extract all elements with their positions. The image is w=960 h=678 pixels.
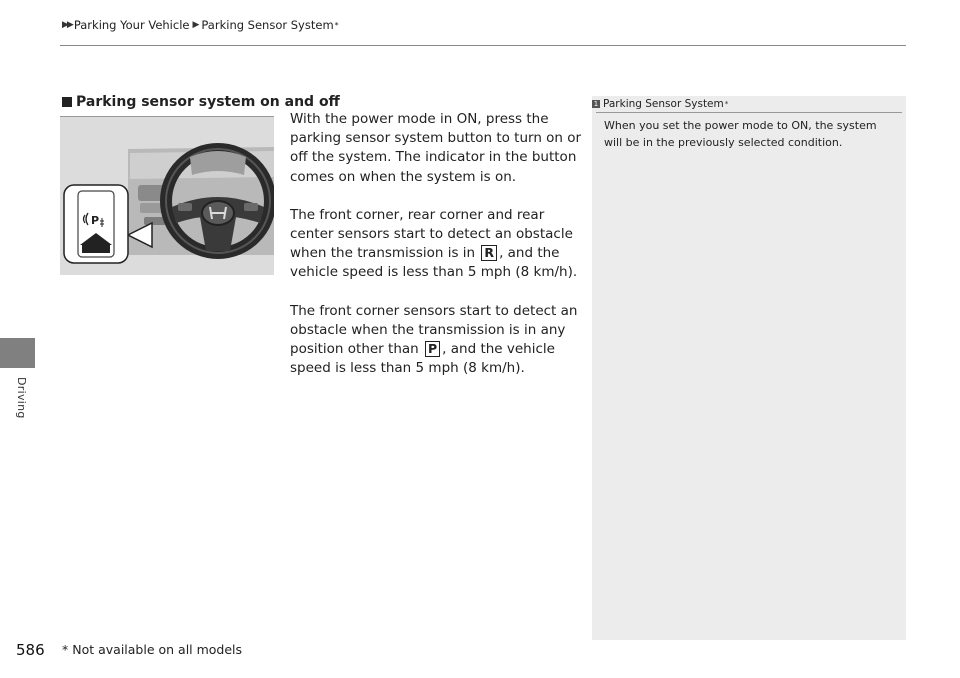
gear-park-key: P [425, 341, 440, 357]
breadcrumb-arrow-icon: ▶▶ [62, 20, 72, 30]
parking-button-label: P [91, 214, 100, 227]
chapter-label: Driving [15, 377, 28, 419]
paragraph-text: , and the vehicle speed is less than 5 mph (8 km/h). [290, 341, 555, 377]
steering-wheel-illustration-icon [60, 117, 274, 275]
chapter-tab-marker [0, 338, 35, 368]
section-heading-text: Parking sensor system on and off [76, 94, 340, 110]
dashboard-illustration [60, 116, 274, 275]
breadcrumb-arrow-icon: ▶ [192, 20, 198, 30]
side-note-panel [592, 96, 906, 640]
paragraph-text: The front corner sensors start to detect an obstacle when the transmission is in any position other than [290, 302, 578, 358]
paragraph-text: , and the vehicle speed is less than 5 mph (8 km/h). [290, 245, 578, 281]
square-bullet-icon [62, 97, 72, 107]
side-note-title [592, 98, 728, 110]
paragraph-rear-sensors [290, 206, 582, 283]
side-note-text: When you set the power mode to ON, the system will be in the previously selected condition. [604, 119, 877, 149]
breadcrumb-item-parking-sensor-system[interactable]: Parking Sensor System [201, 18, 334, 32]
breadcrumb-item-parking-your-vehicle[interactable]: Parking Your Vehicle [73, 18, 190, 32]
paragraph-text: The front corner, rear corner and rear center sensors start to detect an obstacle when the transmission is in [290, 206, 573, 262]
page-number: 586 [16, 641, 45, 659]
section-heading [62, 94, 340, 110]
side-note-asterisk: * [724, 100, 729, 108]
side-note-title-text: Parking Sensor System [603, 98, 724, 110]
breadcrumb [62, 18, 339, 32]
header-divider [60, 45, 906, 46]
paragraph-power-mode: With the power mode in ON, press the parking sensor system button to turn on or off the system. The indicator in the button comes on when the system is on. [290, 111, 582, 185]
note-reference-icon: 1 [593, 100, 599, 108]
side-note-divider [596, 112, 902, 113]
footnote: * Not available on all models [62, 642, 243, 657]
paragraph-front-sensors [290, 302, 582, 379]
breadcrumb-asterisk: * [334, 20, 339, 30]
gear-reverse-key: R [481, 245, 497, 261]
section-body [290, 110, 582, 397]
